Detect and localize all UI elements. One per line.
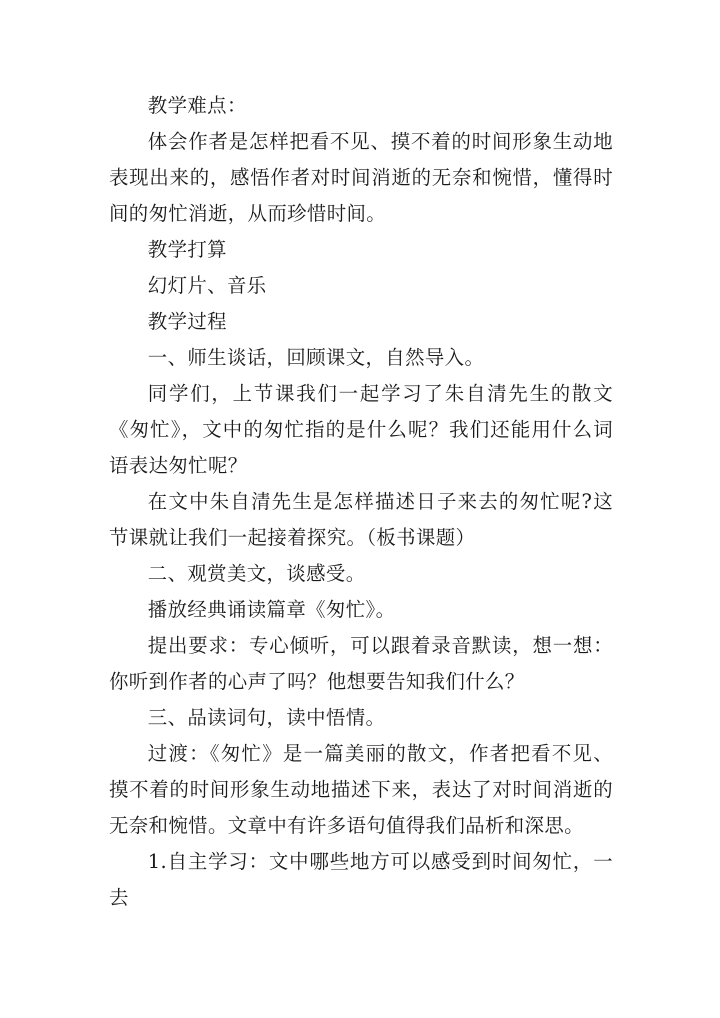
section-heading-3: 三、品读词句，读中悟情。 xyxy=(147,706,386,729)
paragraph-self-study: 1.自主学习：文中哪些地方可以感受到时间匆忙，一去 xyxy=(109,850,613,909)
section-heading-1: 一、师生谈话，回顾课文，自然导入。 xyxy=(147,346,485,369)
paragraph-difficulty-detail: 体会作者是怎样把看不见、摸不着的时间形象生动地表现出来的，感悟作者对时间消逝的无奈和惋惜，懂得时间的匆忙消逝，从而珍惜时间。 xyxy=(109,130,613,225)
section-heading-2: 二、观赏美文，谈感受。 xyxy=(147,562,366,585)
heading-teaching-preparation: 教学打算 xyxy=(147,238,227,261)
heading-teaching-difficulty: 教学难点： xyxy=(147,94,247,117)
paragraph-requirements: 提出要求：专心倾听，可以跟着录音默读，想一想：你听到作者的心声了吗？他想要告知我们什么？ xyxy=(109,634,613,693)
paragraph-inquiry: 在文中朱自清先生是怎样描述日子来去的匆忙呢?这节课就让我们一起接着探究。（板书课题） xyxy=(109,490,613,549)
paragraph-preparation-items: 幻灯片、音乐 xyxy=(147,274,267,297)
paragraph-transition: 过渡：《匆忙》是一篇美丽的散文，作者把看不见、摸不着的时间形象生动地描述下来，表达了对时间消逝的无奈和惋惜。文章中有许多语句值得我们品析和深思。 xyxy=(109,742,613,837)
heading-teaching-process: 教学过程 xyxy=(147,310,227,333)
document-body xyxy=(109,88,613,916)
paragraph-play-reading: 播放经典诵读篇章《匆忙》。 xyxy=(147,598,396,621)
paragraph-intro: 同学们，上节课我们一起学习了朱自清先生的散文《匆忙》，文中的匆忙指的是什么呢？我们还能用什么词语表达匆忙呢？ xyxy=(109,382,613,477)
